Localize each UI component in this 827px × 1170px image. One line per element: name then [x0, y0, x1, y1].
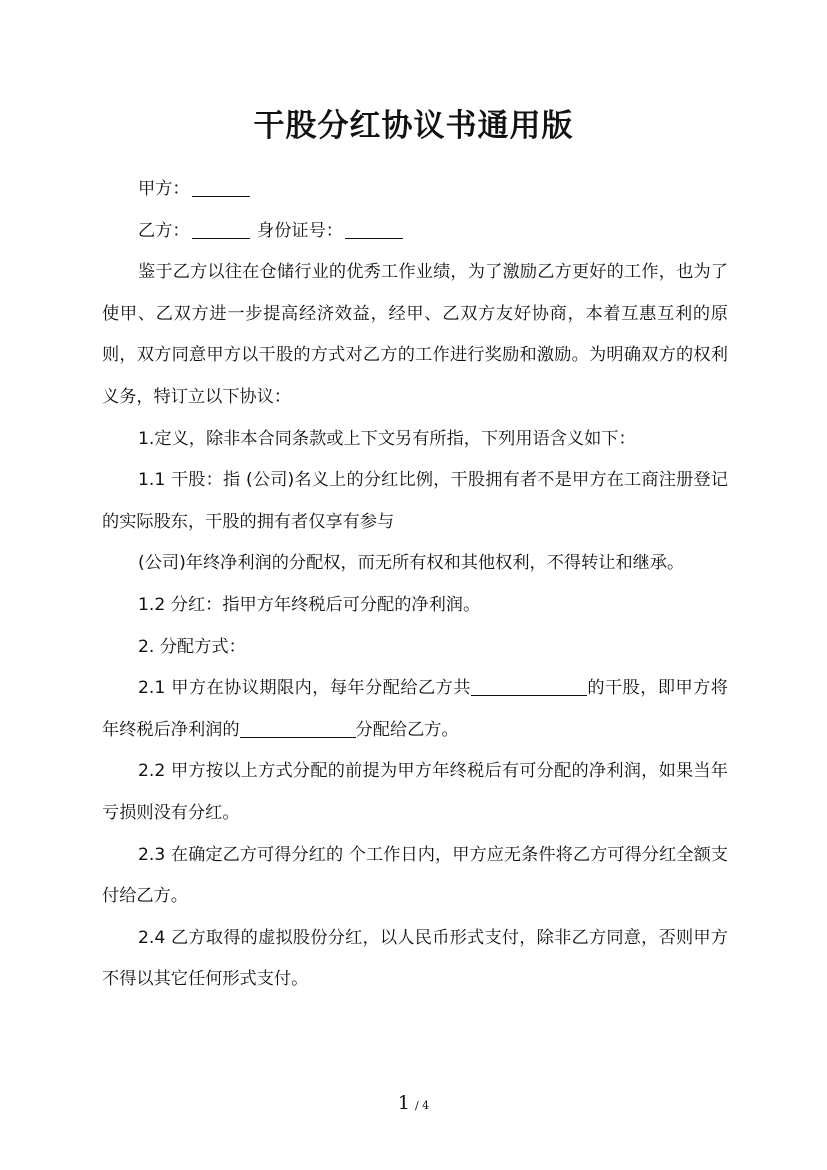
clause-2: 2. 分配方式： — [138, 636, 246, 657]
id-blank — [345, 220, 403, 238]
party-a-label: 甲方： — [138, 179, 190, 199]
party-a-line — [102, 169, 728, 211]
share-count-blank — [471, 678, 587, 696]
page-total: / 4 — [414, 1099, 430, 1112]
document-body — [102, 169, 728, 1001]
party-b-line — [102, 211, 728, 253]
clause-1-1-part-a: 1.1 干股：指 (公司)名义上的分红比例，干股拥有者不是甲方在工商注册登记的实际股东，干股的拥有者仅享有参与 — [102, 470, 728, 532]
clause-2-4: 2.4 乙方取得的虚拟股份分红，以人民币形式支付，除非乙方同意，否则甲方不得以其它任何形式支付。 — [102, 927, 728, 990]
clause-2-1-text-c: 分配给乙方。 — [355, 719, 459, 740]
clause-1: 1.定义，除非本合同条款或上下文另有所指，下列用语含义如下： — [138, 428, 636, 449]
clause-2-1 — [102, 668, 728, 751]
page-current: 1 — [397, 1092, 410, 1114]
party-a-blank — [192, 179, 250, 197]
clause-2-3: 2.3 在确定乙方可得分红的 个工作日内，甲方应无条件将乙方可得分红全额支付给乙方。 — [102, 844, 728, 907]
profit-ratio-blank — [240, 720, 356, 738]
clause-1-2: 1.2 分红：指甲方年终税后可分配的净利润。 — [138, 594, 481, 615]
clause-2-2: 2.2 甲方按以上方式分配的前提为甲方年终税后有可分配的净利润，如果当年亏损则没有分红。 — [102, 761, 728, 823]
clause-2-1-text-a: 2.1 甲方在协议期限内，每年分配给乙方共 — [138, 678, 471, 699]
clause-2-1-text-b: 的干股，即甲方将年终税后净利润的 — [102, 678, 728, 740]
page-number — [0, 1092, 827, 1114]
clause-1-1-part-b: (公司)年终净利润的分配权，而无所有权和其他权利，不得转让和继承。 — [138, 553, 685, 574]
party-b-blank — [192, 220, 250, 238]
party-b-label: 乙方： — [138, 220, 190, 241]
document-title: 干股分红协议书通用版 — [253, 108, 574, 144]
id-label: 身份证号： — [257, 220, 343, 241]
intro-paragraph: 鉴于乙方以往在仓储行业的优秀工作业绩，为了激励乙方更好的工作，也为了使甲、乙双方进一步提高经济效益，经甲、乙双方友好协商，本着互惠互利的原则，双方同意甲方以干股的方式对乙方的工作进行奖励和激励。为明确双方的权利义务，特订立以下协议： — [102, 262, 728, 407]
